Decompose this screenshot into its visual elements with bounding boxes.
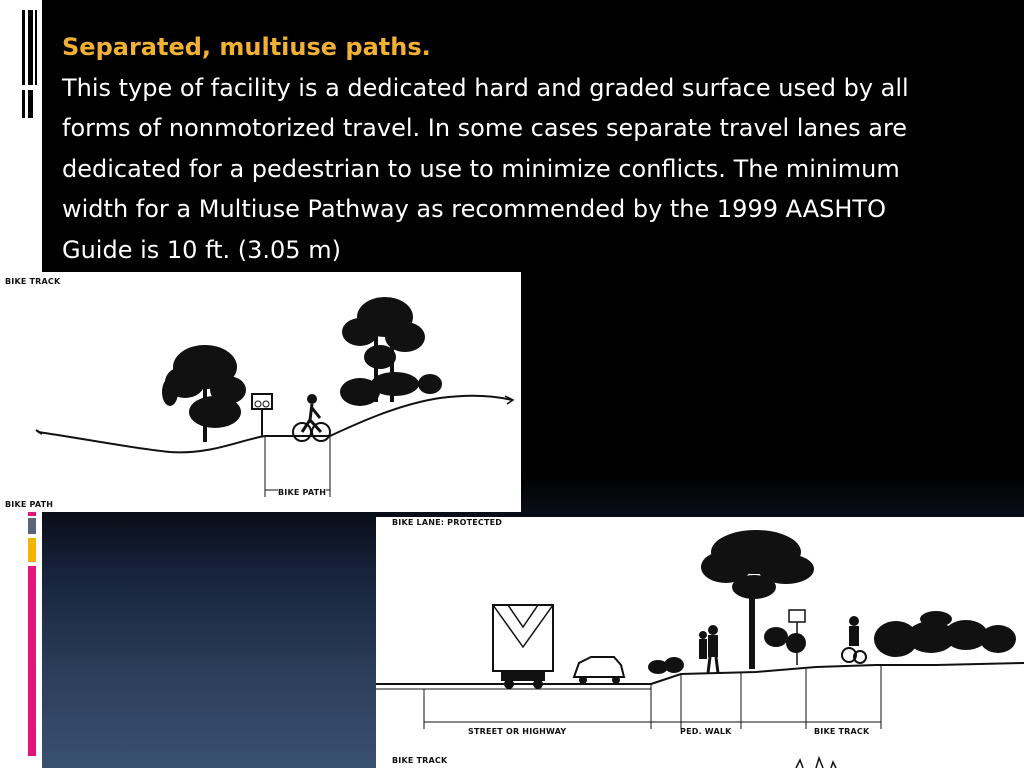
figure-label-bottom: BIKE PATH bbox=[5, 500, 54, 509]
bike-path-illustration bbox=[0, 272, 521, 512]
dimension-label-street: STREET OR HIGHWAY bbox=[468, 727, 567, 736]
figure-label-top: BIKE TRACK bbox=[5, 277, 61, 286]
dimension-label-ped-walk: PED. WALK bbox=[680, 727, 732, 736]
slide-title: Separated, multiuse paths. bbox=[62, 33, 431, 61]
figure-label-top: BIKE LANE: PROTECTED bbox=[392, 518, 503, 527]
bike-path-diagram bbox=[0, 272, 521, 512]
protected-bike-lane-diagram bbox=[376, 517, 1024, 768]
slide-body: This type of facility is a dedicated hard and graded surface used by all forms of nonmotorized travel. In some cases separate travel lanes are dedicated for a pedestrian to use to minimize conflicts. The minimum width for a Multiuse Pathway as recommended by the 1999 AASHTO Guide is 10 ft. (3.05 m) bbox=[62, 73, 909, 264]
figure-label-bottom: BIKE TRACK bbox=[392, 756, 448, 765]
slide-text bbox=[62, 27, 962, 270]
dimension-label-bike-track: BIKE TRACK bbox=[814, 727, 870, 736]
dimension-label: BIKE PATH bbox=[278, 488, 327, 497]
